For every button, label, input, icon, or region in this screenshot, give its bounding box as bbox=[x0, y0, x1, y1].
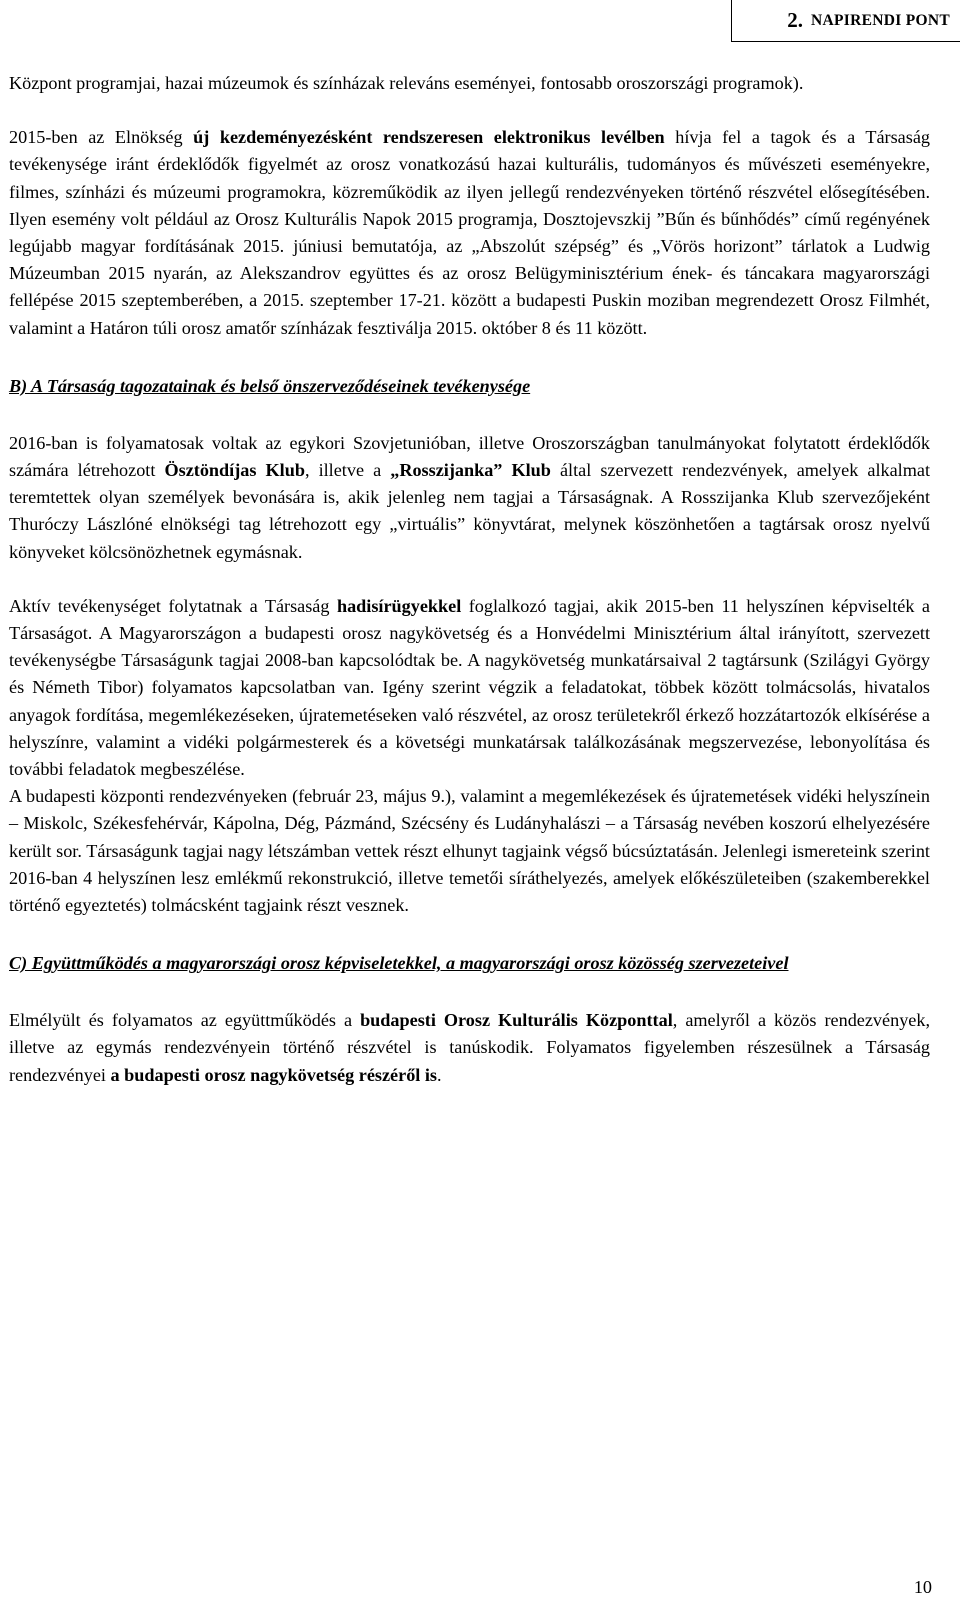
text-span: , amelyről a közös rendezvények, illetve az egymás rendezvényein történő részvétel is tanúskodik. Folyamatos figyelemben részesülnek a Társaság rendezvényei bbox=[9, 1010, 930, 1085]
document-body bbox=[9, 70, 930, 1089]
paragraph-cooperation bbox=[9, 1007, 930, 1089]
emphasis-text: budapesti Orosz Kulturális Központtal bbox=[360, 1010, 673, 1031]
text-span: által szervezett rendezvények, amelyek alkalmat teremtettek olyan személyek bevonására is, akik jelenleg nem tagjai a Társaságnak. A Rosszijanka Klub szervezőjeként Thuróczy Lászlóné elnökségi tag létrehozott egy „virtuális” könyvtárat, melynek köszönhetően a tagtársak orosz nyelvű könyveket kölcsönözhetnek egymásnak. bbox=[9, 460, 930, 562]
emphasis-text: új kezdeményezésként rendszeresen elektronikus levélben bbox=[193, 127, 665, 148]
emphasis-text: hadisírügyekkel bbox=[336, 595, 462, 616]
paragraph-clubs bbox=[9, 430, 930, 566]
emphasis-text: „Rosszijanka” Klub bbox=[390, 460, 551, 481]
paragraph-commemorations: A budapesti központi rendezvényeken (február 23, május 9.), valamint a megemlékezések és újratemetések vidéki helyszínein – Miskolc, Székesfehérvár, Kápolna, Dég, Pázmánd, Szécsény és Ludányhalászi – a Társaság nevében koszorú elhelyezésére került sor. Társaságunk tagjai nagy létszámban vettek részt elhunyt tagjaink végső búcsúztatásán. Jelenlegi ismereteink szerint 2016-ban 4 helyszínen lesz emlékmű rekonstrukció, illetve temetői síráthelyezés, amelyek előkészületeiben (szakemberekkel történő egyeztetés) tolmácsként tagjaink részt vesznek. bbox=[9, 786, 930, 916]
text-span: Elmélyült és folyamatos az együttműködés a bbox=[9, 1010, 361, 1031]
chapter-number: 2. bbox=[787, 8, 804, 32]
paragraph-continuation: Központ programjai, hazai múzeumok és színházak releváns eseményei, fontosabb oroszországi programok). bbox=[9, 73, 804, 93]
chapter-title: NAPIRENDI PONT bbox=[811, 11, 950, 29]
section-b-title: B) A Társaság tagozatainak és belső önszerveződéseinek tevékenysége bbox=[9, 375, 531, 396]
paragraph-newsletter bbox=[9, 124, 930, 342]
section-c-title: C) Együttműködés a magyarországi orosz képviseletekkel, a magyarországi orosz közösség szervezeteivel bbox=[9, 953, 789, 974]
text-span: 2015-ben az Elnökség bbox=[9, 127, 194, 148]
emphasis-text: Ösztöndíjas Klub bbox=[164, 460, 305, 481]
text-span: . bbox=[437, 1064, 442, 1085]
text-span: 2016-ban is folyamatosak voltak az egykori Szovjetunióban, illetve Oroszországban tanulmányokat folytatott érdeklődők számára létrehozott bbox=[9, 432, 930, 481]
text-span: hívja fel a tagok és a Társaság tevékenysége iránt érdeklődők figyelmét az orosz vonatkozású hazai kulturális, tudományos és művészeti eseményekre, filmes, színházi és múzeumi programokra, közreműködik az ilyen jellegű rendezvényeken történő részvétel elősegítésében. Ilyen esemény volt például az Orosz Kulturális Napok 2015 programja, Dosztojevszkij ”Bűn és bűnhődés” című regényének legújabb magyar fordításának 2015. júniusi bemutatója, az „Abszolút szépség” és „Vörös horizont” tárlatok a Ludwig Múzeumban 2015 nyarán, az Alekszandrov együttes és az orosz Belügyminisztérium ének- és táncakara magyarországi fellépése 2015 szeptemberében, a 2015. szeptember 17-21. között a budapesti Puskin moziban megrendezett Orosz Filmhét, valamint a Határon túli orosz amatőr színházak fesztiválja 2015. október 8 és 11 között. bbox=[9, 127, 931, 338]
paragraph-war-graves bbox=[9, 593, 930, 783]
chapter-header bbox=[731, 0, 960, 42]
text-span: Aktív tevékenységet folytatnak a Társaság bbox=[9, 595, 337, 616]
text-span: foglalkozó tagjai, akik 2015-ben 11 helyszínen képviselték a Társaságot. A Magyarországon a budapesti orosz nagykövetség és a Honvédelmi Minisztérium által irányított, szervezett tevékenységbe Társaságunk tagjai 2008-ban kapcsolódtak be. A nagykövetség munkatársaival 2 tagtársunk (Szilágyi György és Németh Tibor) folyamatos kapcsolatban van. Igény szerint végzik a feladatokat, többek között tolmácsolás, hivatalos anyagok fordítása, megemlékezéseken, újratemetéseken való részvétel, az orosz területekről érkező hozzátartozók elkísérése a helyszínre, valamint a vidéki polgármesterek és a követségi munkatársak találkozásának megszervezése, lebonyolítása és további feladatok megbeszélése. bbox=[9, 595, 930, 780]
emphasis-text: a budapesti orosz nagykövetség részéről is bbox=[110, 1064, 438, 1085]
page-number: 10 bbox=[913, 1577, 932, 1597]
text-span: , illetve a bbox=[304, 460, 391, 481]
